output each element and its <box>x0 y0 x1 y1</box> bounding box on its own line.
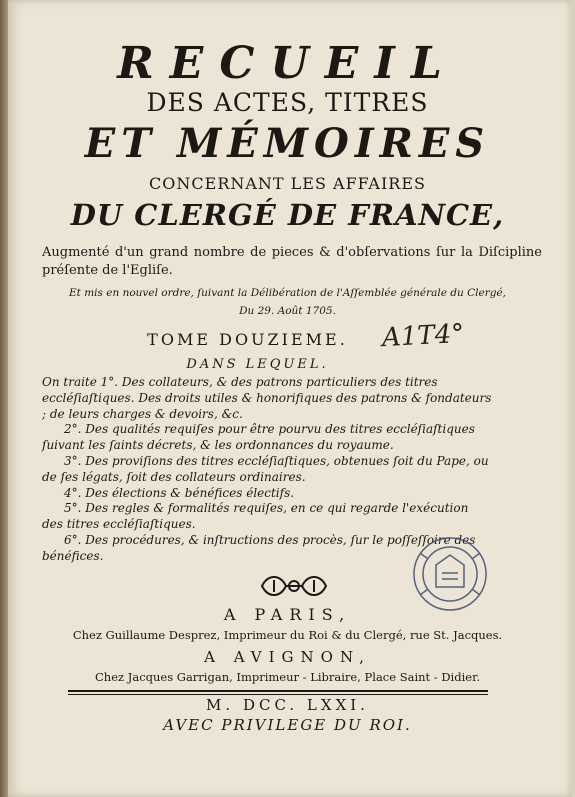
subtitle-text: Augmenté d'un grand nombre de pieces & d'obſervations ſur la Diſcipline préſente de l'Egliſe. <box>42 245 542 278</box>
contents-item-3: 3°. Des proviſions des titres eccléſiaſtiques, obtenues ſoit du Pape, ou de ſes légats, ſoit des collateurs ordinaires. <box>42 453 489 484</box>
title-recueil: RECUEIL <box>117 38 458 89</box>
imprint-printer-avignon: Chez Jacques Garrigan, Imprimeur - Libraire, Place Saint - Didier. <box>95 670 480 684</box>
title-des-actes: DES ACTES, TITRES <box>146 88 429 117</box>
title-du-clerge: DU CLERGÉ DE FRANCE, <box>70 198 505 232</box>
library-stamp-icon <box>406 533 494 615</box>
contents-item-6: 6°. Des procédures, & inſtructions des procès, ſur le poſſeſſoire des bénéfices. <box>42 532 476 563</box>
title-et-memoires: ET MÉMOIRES <box>84 120 491 167</box>
royal-privilege: AVEC PRIVILEGE DU ROI. <box>163 716 412 734</box>
imprint-city-paris: A PARIS, <box>223 605 352 624</box>
divider-rule-thick <box>68 690 488 692</box>
dans-lequel-heading: DANS LEQUEL. <box>186 357 329 372</box>
contents-item-5: 5°. Des regles & formalités requiſes, en ce qui regarde l'exécution des titres eccléſiaſtiques. <box>42 501 469 532</box>
imprint-printer-paris: Chez Guillaume Desprez, Imprimeur du Roi & du Clergé, rue St. Jacques. <box>72 628 503 642</box>
handwritten-shelfmark: A1T4° <box>381 318 465 354</box>
edition-line-2: Du 29. Août 1705. <box>239 305 336 317</box>
publication-date: M. DCC. LXXI. <box>206 696 369 714</box>
contents-item-4: 4°. Des élections & bénéfices électifs. <box>64 485 295 500</box>
printers-ornament-icon <box>258 572 330 600</box>
imprint-city-avignon: A AVIGNON, <box>204 648 371 666</box>
divider-rule-thin <box>68 694 488 695</box>
contents-item-1: On traite 1°. Des collateurs, & des patrons particuliers des titres eccléſiaſtiques. Des droits utiles & honorifiques des patrons & fondateurs ; de leurs charges & devoirs, &c. <box>42 375 492 421</box>
contents-item-2: 2°. Des qualités requiſes pour être pourvu des titres eccléſiaſtiques ſuivant les ſaints décrets, & les ordonnances du royaume. <box>42 422 475 453</box>
edition-line-1: Et mis en nouvel ordre, ſuivant la Délibération de l'Aſſemblée générale du Clergé, <box>69 287 506 299</box>
title-concernant: CONCERNANT LES AFFAIRES <box>149 174 426 193</box>
tome-heading: TOME DOUZIEME. <box>147 330 348 349</box>
